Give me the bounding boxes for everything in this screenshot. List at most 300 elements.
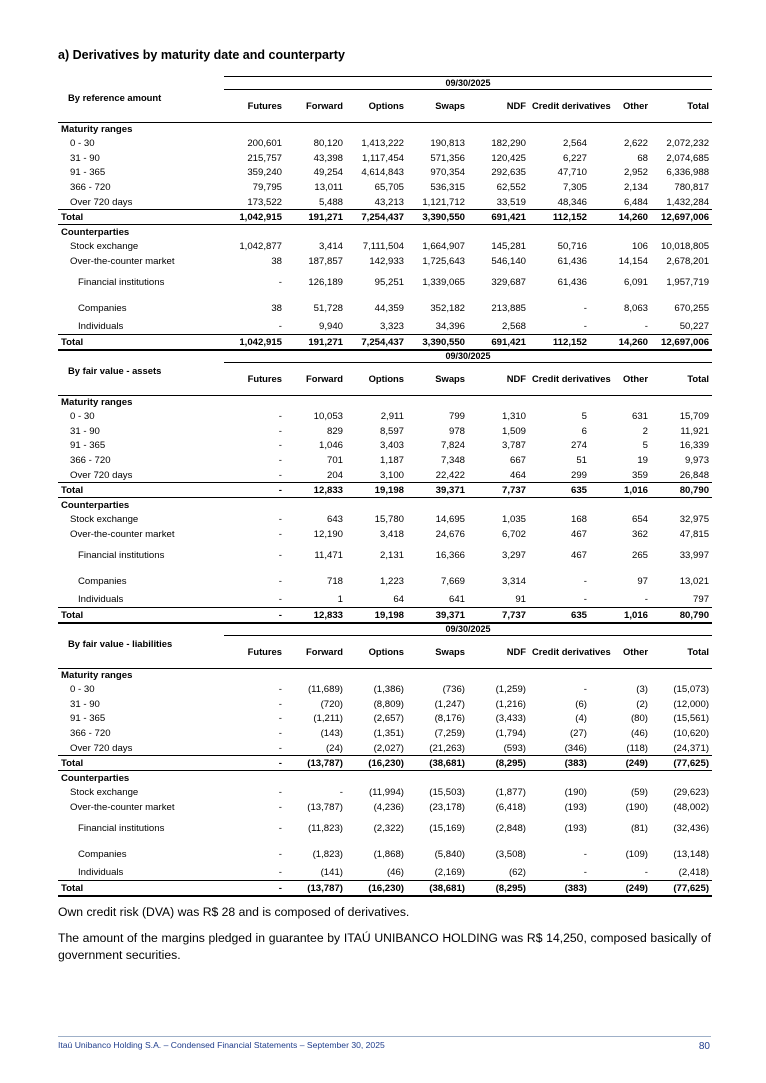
cell-value: 43,213 xyxy=(374,196,404,208)
column-header: Options xyxy=(346,363,407,396)
table-row xyxy=(58,527,712,542)
table-row xyxy=(58,453,712,468)
cell-value: 1,223 xyxy=(379,575,404,587)
cell-value: 39,371 xyxy=(407,608,468,624)
cell-value: (13,148) xyxy=(673,848,710,860)
cell-value: 6 xyxy=(581,425,587,437)
cell-value: 19,198 xyxy=(346,608,407,624)
cell-value: 48,346 xyxy=(557,196,587,208)
cell-value: - xyxy=(278,684,282,696)
cell-value: 718 xyxy=(326,575,343,587)
row-label: Over-the-counter market xyxy=(70,528,175,540)
cell-value: (23,178) xyxy=(429,801,465,813)
row-label: 0 - 30 xyxy=(70,138,95,150)
cell-value: - xyxy=(278,469,282,481)
row-label: 31 - 90 xyxy=(70,425,100,437)
table-row xyxy=(58,468,712,483)
row-label: Total xyxy=(58,483,224,498)
cell-value: 6,336,988 xyxy=(666,167,710,179)
cell-value: (59) xyxy=(630,787,648,799)
cell-value: (109) xyxy=(625,848,648,860)
cell-value: 2,911 xyxy=(380,411,404,423)
table-reference-amount xyxy=(58,76,711,351)
cell-value: 6,091 xyxy=(623,277,648,289)
cell-value: (2,848) xyxy=(495,823,526,835)
report-date: 09/30/2025 xyxy=(224,77,712,90)
cell-value: (1,247) xyxy=(434,698,465,710)
cell-value: 352,182 xyxy=(430,302,465,314)
section-label: Counterparties xyxy=(58,771,712,786)
cell-value: (6,418) xyxy=(495,801,526,813)
cell-value: (190) xyxy=(564,787,587,799)
row-label: 0 - 30 xyxy=(70,684,95,696)
column-header: Forward xyxy=(285,636,346,669)
cell-value: - xyxy=(278,550,282,562)
cell-value: 691,421 xyxy=(468,210,529,225)
cell-value: 120,425 xyxy=(491,152,526,164)
cell-value: 126,189 xyxy=(308,277,343,289)
column-header: Futures xyxy=(224,90,285,123)
footer-divider xyxy=(58,1036,711,1037)
cell-value: - xyxy=(583,594,587,606)
cell-value: (1,211) xyxy=(313,713,343,725)
cell-value: 3,100 xyxy=(379,469,404,481)
cell-value: (24,371) xyxy=(673,742,710,754)
cell-value: (8,176) xyxy=(434,713,465,725)
cell-value: 691,421 xyxy=(468,335,529,351)
cell-value: 643 xyxy=(326,514,343,526)
cell-value: 701 xyxy=(326,455,343,467)
cell-value: 182,290 xyxy=(491,138,526,150)
cell-value: (77,625) xyxy=(651,881,712,897)
cell-value: (1,259) xyxy=(495,684,526,696)
cell-value: (13,787) xyxy=(307,801,343,813)
cell-value: 1,016 xyxy=(590,483,651,498)
cell-value: (11,823) xyxy=(307,823,343,835)
cell-value: (1,877) xyxy=(495,787,526,799)
row-label: Financial institutions xyxy=(78,277,165,289)
cell-value: 106 xyxy=(631,241,648,253)
table-row xyxy=(58,483,712,498)
cell-value: - xyxy=(644,594,648,606)
column-header: Total xyxy=(651,363,712,396)
cell-value: - xyxy=(583,867,587,879)
table-row xyxy=(58,137,712,152)
table-row xyxy=(58,166,712,181)
cell-value: (383) xyxy=(529,756,590,771)
cell-value: 43,398 xyxy=(313,152,343,164)
table-row xyxy=(58,424,712,439)
column-header: Options xyxy=(346,636,407,669)
cell-value: - xyxy=(278,801,282,813)
cell-value: (2,169) xyxy=(434,867,465,879)
cell-value: 6,484 xyxy=(623,196,648,208)
column-header: Swaps xyxy=(407,90,468,123)
table-row xyxy=(58,439,712,454)
row-label: 366 - 720 xyxy=(70,728,111,740)
section-label: Maturity ranges xyxy=(58,122,712,137)
table-row xyxy=(58,195,712,210)
cell-value: - xyxy=(583,321,587,333)
cell-value: 3,787 xyxy=(501,440,526,452)
cell-value: (6) xyxy=(575,698,587,710)
table-row xyxy=(58,593,712,608)
cell-value: (4) xyxy=(575,713,587,725)
cell-value: 799 xyxy=(448,411,465,423)
table-title: By fair value - assets xyxy=(68,364,162,376)
cell-value: 359,240 xyxy=(247,167,282,179)
table-row xyxy=(58,297,712,320)
column-header: Credit derivatives xyxy=(529,90,590,123)
table-row xyxy=(58,151,712,166)
cell-value: 1,413,222 xyxy=(361,138,404,150)
cell-value: 970,354 xyxy=(430,167,465,179)
cell-value: (593) xyxy=(503,742,526,754)
cell-value: 7,254,437 xyxy=(346,335,407,351)
cell-value: 274 xyxy=(570,440,587,452)
cell-value: (15,073) xyxy=(673,684,710,696)
table-row xyxy=(58,815,712,843)
cell-value: 362 xyxy=(631,528,648,540)
cell-value: 1,310 xyxy=(501,411,526,423)
cell-value: - xyxy=(278,728,282,740)
cell-value: (3) xyxy=(636,684,648,696)
column-header: Futures xyxy=(224,636,285,669)
cell-value: (2) xyxy=(636,698,648,710)
cell-value: 797 xyxy=(693,594,710,606)
section-label: Maturity ranges xyxy=(58,395,712,410)
section-label: Counterparties xyxy=(58,498,712,513)
cell-value: (13,787) xyxy=(285,756,346,771)
cell-value: 190,813 xyxy=(430,138,465,150)
cell-value: 12,833 xyxy=(285,608,346,624)
report-date: 09/30/2025 xyxy=(224,623,712,636)
table-row xyxy=(58,608,712,624)
cell-value: - xyxy=(278,575,282,587)
cell-value: 9,973 xyxy=(685,455,710,467)
cell-value: - xyxy=(583,575,587,587)
row-label: 91 - 365 xyxy=(70,167,106,179)
table-fair-value-liabilities xyxy=(58,622,711,897)
cell-value: (46) xyxy=(630,728,648,740)
table-row xyxy=(58,712,712,727)
cell-value: 47,815 xyxy=(679,528,710,540)
column-header: Swaps xyxy=(407,363,468,396)
row-label: Stock exchange xyxy=(70,514,139,526)
cell-value: 2,564 xyxy=(562,138,587,150)
row-label: 91 - 365 xyxy=(70,440,106,452)
cell-value: (193) xyxy=(564,801,587,813)
cell-value: 1,117,454 xyxy=(362,152,404,164)
cell-value: 91 xyxy=(515,594,526,606)
cell-value: (38,681) xyxy=(407,881,468,897)
cell-value: 7,305 xyxy=(562,182,587,194)
cell-value: 14,260 xyxy=(590,335,651,351)
table-row xyxy=(58,210,712,225)
cell-value: - xyxy=(644,867,648,879)
cell-value: (3,433) xyxy=(495,713,526,725)
cell-value: 7,348 xyxy=(440,455,465,467)
cell-value: 3,390,550 xyxy=(407,210,468,225)
cell-value: 571,356 xyxy=(430,152,465,164)
table-row xyxy=(58,254,712,269)
cell-value: (2,418) xyxy=(678,867,710,879)
table-row xyxy=(58,741,712,756)
cell-value: (190) xyxy=(625,801,648,813)
table-row xyxy=(58,697,712,712)
cell-value: 187,857 xyxy=(308,255,343,267)
cell-value: 5 xyxy=(642,440,648,452)
cell-value: 112,152 xyxy=(529,335,590,351)
row-label: Stock exchange xyxy=(70,241,139,253)
cell-value: (1,216) xyxy=(495,698,526,710)
cell-value: 7,737 xyxy=(468,608,529,624)
table-row xyxy=(58,320,712,335)
cell-value: - xyxy=(278,321,282,333)
column-header: Credit derivatives xyxy=(529,363,590,396)
column-header: Other xyxy=(590,90,651,123)
cell-value: 1,121,712 xyxy=(422,196,465,208)
cell-value: (15,503) xyxy=(429,787,465,799)
column-header: Forward xyxy=(285,90,346,123)
cell-value: 667 xyxy=(509,455,526,467)
cell-value: 2,131 xyxy=(379,550,404,562)
cell-value: 3,390,550 xyxy=(407,335,468,351)
cell-value: 49,254 xyxy=(313,167,343,179)
row-label: Financial institutions xyxy=(78,550,165,562)
section-label: Maturity ranges xyxy=(58,668,712,683)
cell-value: (1,823) xyxy=(312,848,343,860)
cell-value: 359 xyxy=(631,469,648,481)
cell-value: - xyxy=(278,277,282,289)
cell-value: 1,432,284 xyxy=(666,196,710,208)
cell-value: 467 xyxy=(570,550,587,562)
row-label: Over 720 days xyxy=(70,469,133,481)
cell-value: 631 xyxy=(631,411,648,423)
row-label: Total xyxy=(58,210,224,225)
cell-value: - xyxy=(278,455,282,467)
cell-value: (249) xyxy=(590,881,651,897)
cell-value: 47,710 xyxy=(557,167,587,179)
cell-value: (81) xyxy=(630,823,648,835)
cell-value: (10,620) xyxy=(673,728,710,740)
cell-value: 3,314 xyxy=(501,575,526,587)
cell-value: (8,295) xyxy=(468,756,529,771)
cell-value: 200,601 xyxy=(247,138,282,150)
cell-value: (1,868) xyxy=(373,848,404,860)
cell-value: 168 xyxy=(570,514,587,526)
cell-value: (15,169) xyxy=(429,823,465,835)
cell-value: 191,271 xyxy=(285,335,346,351)
cell-value: (1,386) xyxy=(373,684,404,696)
row-label: Companies xyxy=(78,302,127,314)
cell-value: - xyxy=(278,742,282,754)
cell-value: 11,921 xyxy=(680,425,710,437)
cell-value: (12,000) xyxy=(673,698,710,710)
cell-value: 51,728 xyxy=(313,302,343,314)
cell-value: 19,198 xyxy=(346,483,407,498)
cell-value: 14,695 xyxy=(435,514,465,526)
cell-value: (4,236) xyxy=(373,801,404,813)
cell-value: 215,757 xyxy=(247,152,282,164)
cell-value: (16,230) xyxy=(346,756,407,771)
cell-value: (143) xyxy=(320,728,343,740)
column-header: NDF xyxy=(468,363,529,396)
cell-value: - xyxy=(278,440,282,452)
column-header: Swaps xyxy=(407,636,468,669)
cell-value: 19 xyxy=(637,455,648,467)
dva-note: Own credit risk (DVA) was R$ 28 and is composed of derivatives. xyxy=(58,905,410,919)
row-label: Companies xyxy=(78,575,127,587)
row-label: Financial institutions xyxy=(78,823,165,835)
column-header: Options xyxy=(346,90,407,123)
cell-value: (13,787) xyxy=(285,881,346,897)
cell-value: 15,709 xyxy=(679,411,710,423)
row-label: Total xyxy=(58,608,224,624)
cell-value: 33,997 xyxy=(679,550,710,562)
cell-value: 6,702 xyxy=(501,528,526,540)
cell-value: - xyxy=(224,756,285,771)
cell-value: - xyxy=(644,321,648,333)
cell-value: (15,561) xyxy=(673,713,710,725)
cell-value: 80,120 xyxy=(313,138,343,150)
table-row xyxy=(58,335,712,351)
cell-value: 1,042,877 xyxy=(239,241,282,253)
cell-value: 16,339 xyxy=(679,440,710,452)
cell-value: 536,315 xyxy=(430,182,465,194)
cell-value: 1,046 xyxy=(318,440,343,452)
cell-value: (346) xyxy=(564,742,587,754)
cell-value: 8,063 xyxy=(623,302,648,314)
cell-value: 1,664,907 xyxy=(422,241,465,253)
table-row xyxy=(58,512,712,527)
cell-value: 7,824 xyxy=(440,440,465,452)
cell-value: (2,027) xyxy=(373,742,404,754)
report-date: 09/30/2025 xyxy=(224,350,712,363)
row-label: Total xyxy=(58,881,224,897)
row-label: 366 - 720 xyxy=(70,182,111,194)
cell-value: 3,414 xyxy=(318,241,343,253)
cell-value: 12,833 xyxy=(285,483,346,498)
margins-note: The amount of the margins pledged in guarantee by ITAÚ UNIBANCO HOLDING was R$ 14,250, composed basically of government securities. xyxy=(58,931,711,962)
cell-value: 329,687 xyxy=(491,277,526,289)
cell-value: (38,681) xyxy=(407,756,468,771)
table-title: By fair value - liabilities xyxy=(68,637,173,649)
cell-value: 8,597 xyxy=(379,425,404,437)
cell-value: (16,230) xyxy=(346,881,407,897)
table-row xyxy=(58,542,712,570)
cell-value: 1 xyxy=(337,594,343,606)
row-label: Over-the-counter market xyxy=(70,801,175,813)
cell-value: 173,522 xyxy=(247,196,282,208)
cell-value: 50,227 xyxy=(679,321,710,333)
cell-value: (8,809) xyxy=(373,698,404,710)
cell-value: 14,154 xyxy=(618,255,648,267)
cell-value: 50,716 xyxy=(557,241,587,253)
cell-value: 3,418 xyxy=(379,528,404,540)
cell-value: (2,657) xyxy=(373,713,404,725)
cell-value: 34,396 xyxy=(435,321,465,333)
row-label: Stock exchange xyxy=(70,787,139,799)
cell-value: (193) xyxy=(564,823,587,835)
row-label: Individuals xyxy=(78,867,124,879)
cell-value: 2,134 xyxy=(623,182,648,194)
cell-value: - xyxy=(224,483,285,498)
cell-value: 145,281 xyxy=(491,241,526,253)
row-label: 0 - 30 xyxy=(70,411,95,423)
cell-value: 978 xyxy=(448,425,465,437)
cell-value: 5 xyxy=(581,411,587,423)
cell-value: 97 xyxy=(637,575,648,587)
row-label: Individuals xyxy=(78,321,124,333)
cell-value: 5,488 xyxy=(318,196,343,208)
row-label: 31 - 90 xyxy=(70,698,100,710)
row-label: Total xyxy=(58,756,224,771)
cell-value: - xyxy=(278,823,282,835)
cell-value: 641 xyxy=(448,594,465,606)
cell-value: 142,933 xyxy=(369,255,404,267)
cell-value: (29,623) xyxy=(673,787,710,799)
column-header: Total xyxy=(651,636,712,669)
column-header: NDF xyxy=(468,90,529,123)
cell-value: (24) xyxy=(325,742,343,754)
column-header: Futures xyxy=(224,363,285,396)
cell-value: 10,018,805 xyxy=(661,241,710,253)
cell-value: (720) xyxy=(320,698,343,710)
cell-value: 38 xyxy=(271,302,282,314)
table-row xyxy=(58,410,712,425)
cell-value: 39,371 xyxy=(407,483,468,498)
column-header: Total xyxy=(651,90,712,123)
cell-value: 2,074,685 xyxy=(666,152,710,164)
page-number: 80 xyxy=(698,1041,710,1052)
table-row xyxy=(58,180,712,195)
table-row xyxy=(58,785,712,800)
cell-value: 68 xyxy=(637,152,648,164)
cell-value: 80,790 xyxy=(651,483,712,498)
cell-value: (80) xyxy=(630,713,648,725)
row-label: Individuals xyxy=(78,594,124,606)
cell-value: 1,509 xyxy=(501,425,526,437)
cell-value: - xyxy=(278,698,282,710)
cell-value: 62,552 xyxy=(496,182,526,194)
cell-value: (1,351) xyxy=(373,728,404,740)
cell-value: 2,568 xyxy=(501,321,526,333)
cell-value: 2 xyxy=(642,425,648,437)
table-row xyxy=(58,239,712,254)
table-title: By reference amount xyxy=(68,91,162,103)
cell-value: 14,260 xyxy=(590,210,651,225)
cell-value: 7,737 xyxy=(468,483,529,498)
cell-value: 670,255 xyxy=(674,302,710,314)
section-heading: a) Derivatives by maturity date and counterparty xyxy=(58,48,345,62)
cell-value: 22,422 xyxy=(435,469,465,481)
cell-value: - xyxy=(583,684,587,696)
table-row xyxy=(58,843,712,866)
column-header: Credit derivatives xyxy=(529,636,590,669)
cell-value: 24,676 xyxy=(435,528,465,540)
cell-value: (118) xyxy=(626,742,648,754)
cell-value: 9,940 xyxy=(318,321,343,333)
cell-value: 464 xyxy=(509,469,526,481)
cell-value: 61,436 xyxy=(557,277,587,289)
cell-value: (48,002) xyxy=(673,801,710,813)
cell-value: 1,957,719 xyxy=(666,277,710,289)
cell-value: 95,251 xyxy=(374,277,404,289)
cell-value: (249) xyxy=(590,756,651,771)
cell-value: - xyxy=(278,514,282,526)
cell-value: - xyxy=(278,528,282,540)
